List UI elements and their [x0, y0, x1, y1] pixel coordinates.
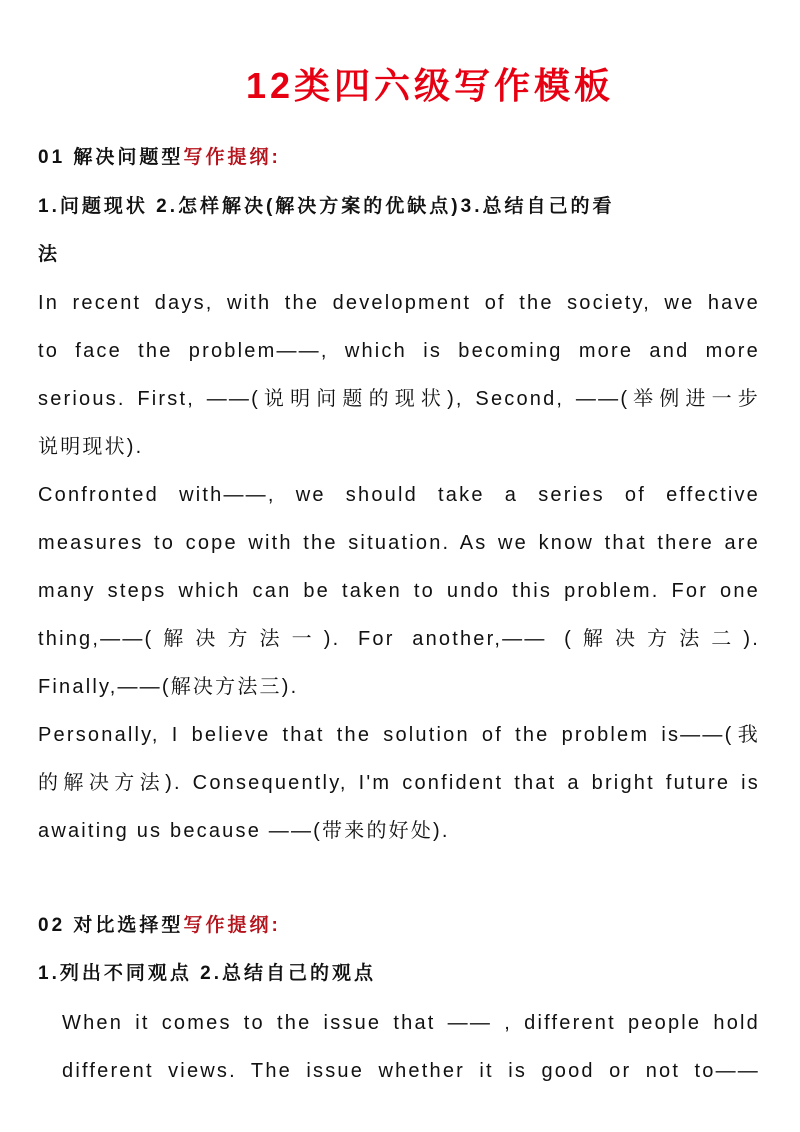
- paragraph-line: When it comes to the issue that —— , different people hold: [62, 1012, 760, 1034]
- heading-colon: :: [271, 915, 281, 936]
- section-number: 02: [38, 915, 66, 936]
- paragraph-line: to face the problem——, which is becoming more and more: [38, 340, 760, 362]
- page-title: 12类四六级写作模板: [245, 65, 615, 106]
- section-02-heading: [38, 914, 760, 938]
- paragraph-line: measures to cope with the situation. As we know that there are: [38, 532, 760, 554]
- paragraph-line: 的解决方法). Consequently, I'm confident that a bright future is: [38, 772, 760, 794]
- paragraph-line: serious. First, ——(说明问题的现状), Second, ——(举例进一步: [38, 388, 760, 410]
- paragraph-line: Personally, I believe that the solution of the problem is——(我: [38, 724, 760, 746]
- section-01-outline-line-2: 法: [38, 244, 61, 265]
- paragraph-line: Finally,——(解决方法三).: [38, 676, 299, 698]
- paragraph-line: awaiting us because ——(带来的好处).: [38, 820, 450, 842]
- section-01-heading: [38, 146, 760, 170]
- section-01-outline-line-1: 1.问题现状 2.怎样解决(解决方案的优缺点)3.总结自己的看: [38, 196, 615, 217]
- section-number: 01: [38, 147, 66, 168]
- section-type-label: 解决问题型: [73, 147, 184, 168]
- paragraph-line: Confronted with——, we should take a series of effective: [38, 484, 760, 506]
- heading-colon: :: [271, 147, 281, 168]
- paragraph-line: 说明现状).: [38, 436, 144, 458]
- section-type-label: 对比选择型: [73, 915, 184, 936]
- paragraph-line: In recent days, with the development of the society, we have: [38, 292, 760, 314]
- section-02-outline-line-1: 1.列出不同观点 2.总结自己的观点: [38, 963, 376, 984]
- paragraph-line: different views. The issue whether it is good or not to——: [62, 1060, 760, 1082]
- paragraph-line: thing,——(解决方法一). For another,—— (解决方法二).: [38, 628, 760, 650]
- paragraph-line: many steps which can be taken to undo this problem. For one: [38, 580, 760, 602]
- outline-label: 写作提纲: [183, 915, 272, 936]
- outline-label: 写作提纲: [183, 147, 272, 168]
